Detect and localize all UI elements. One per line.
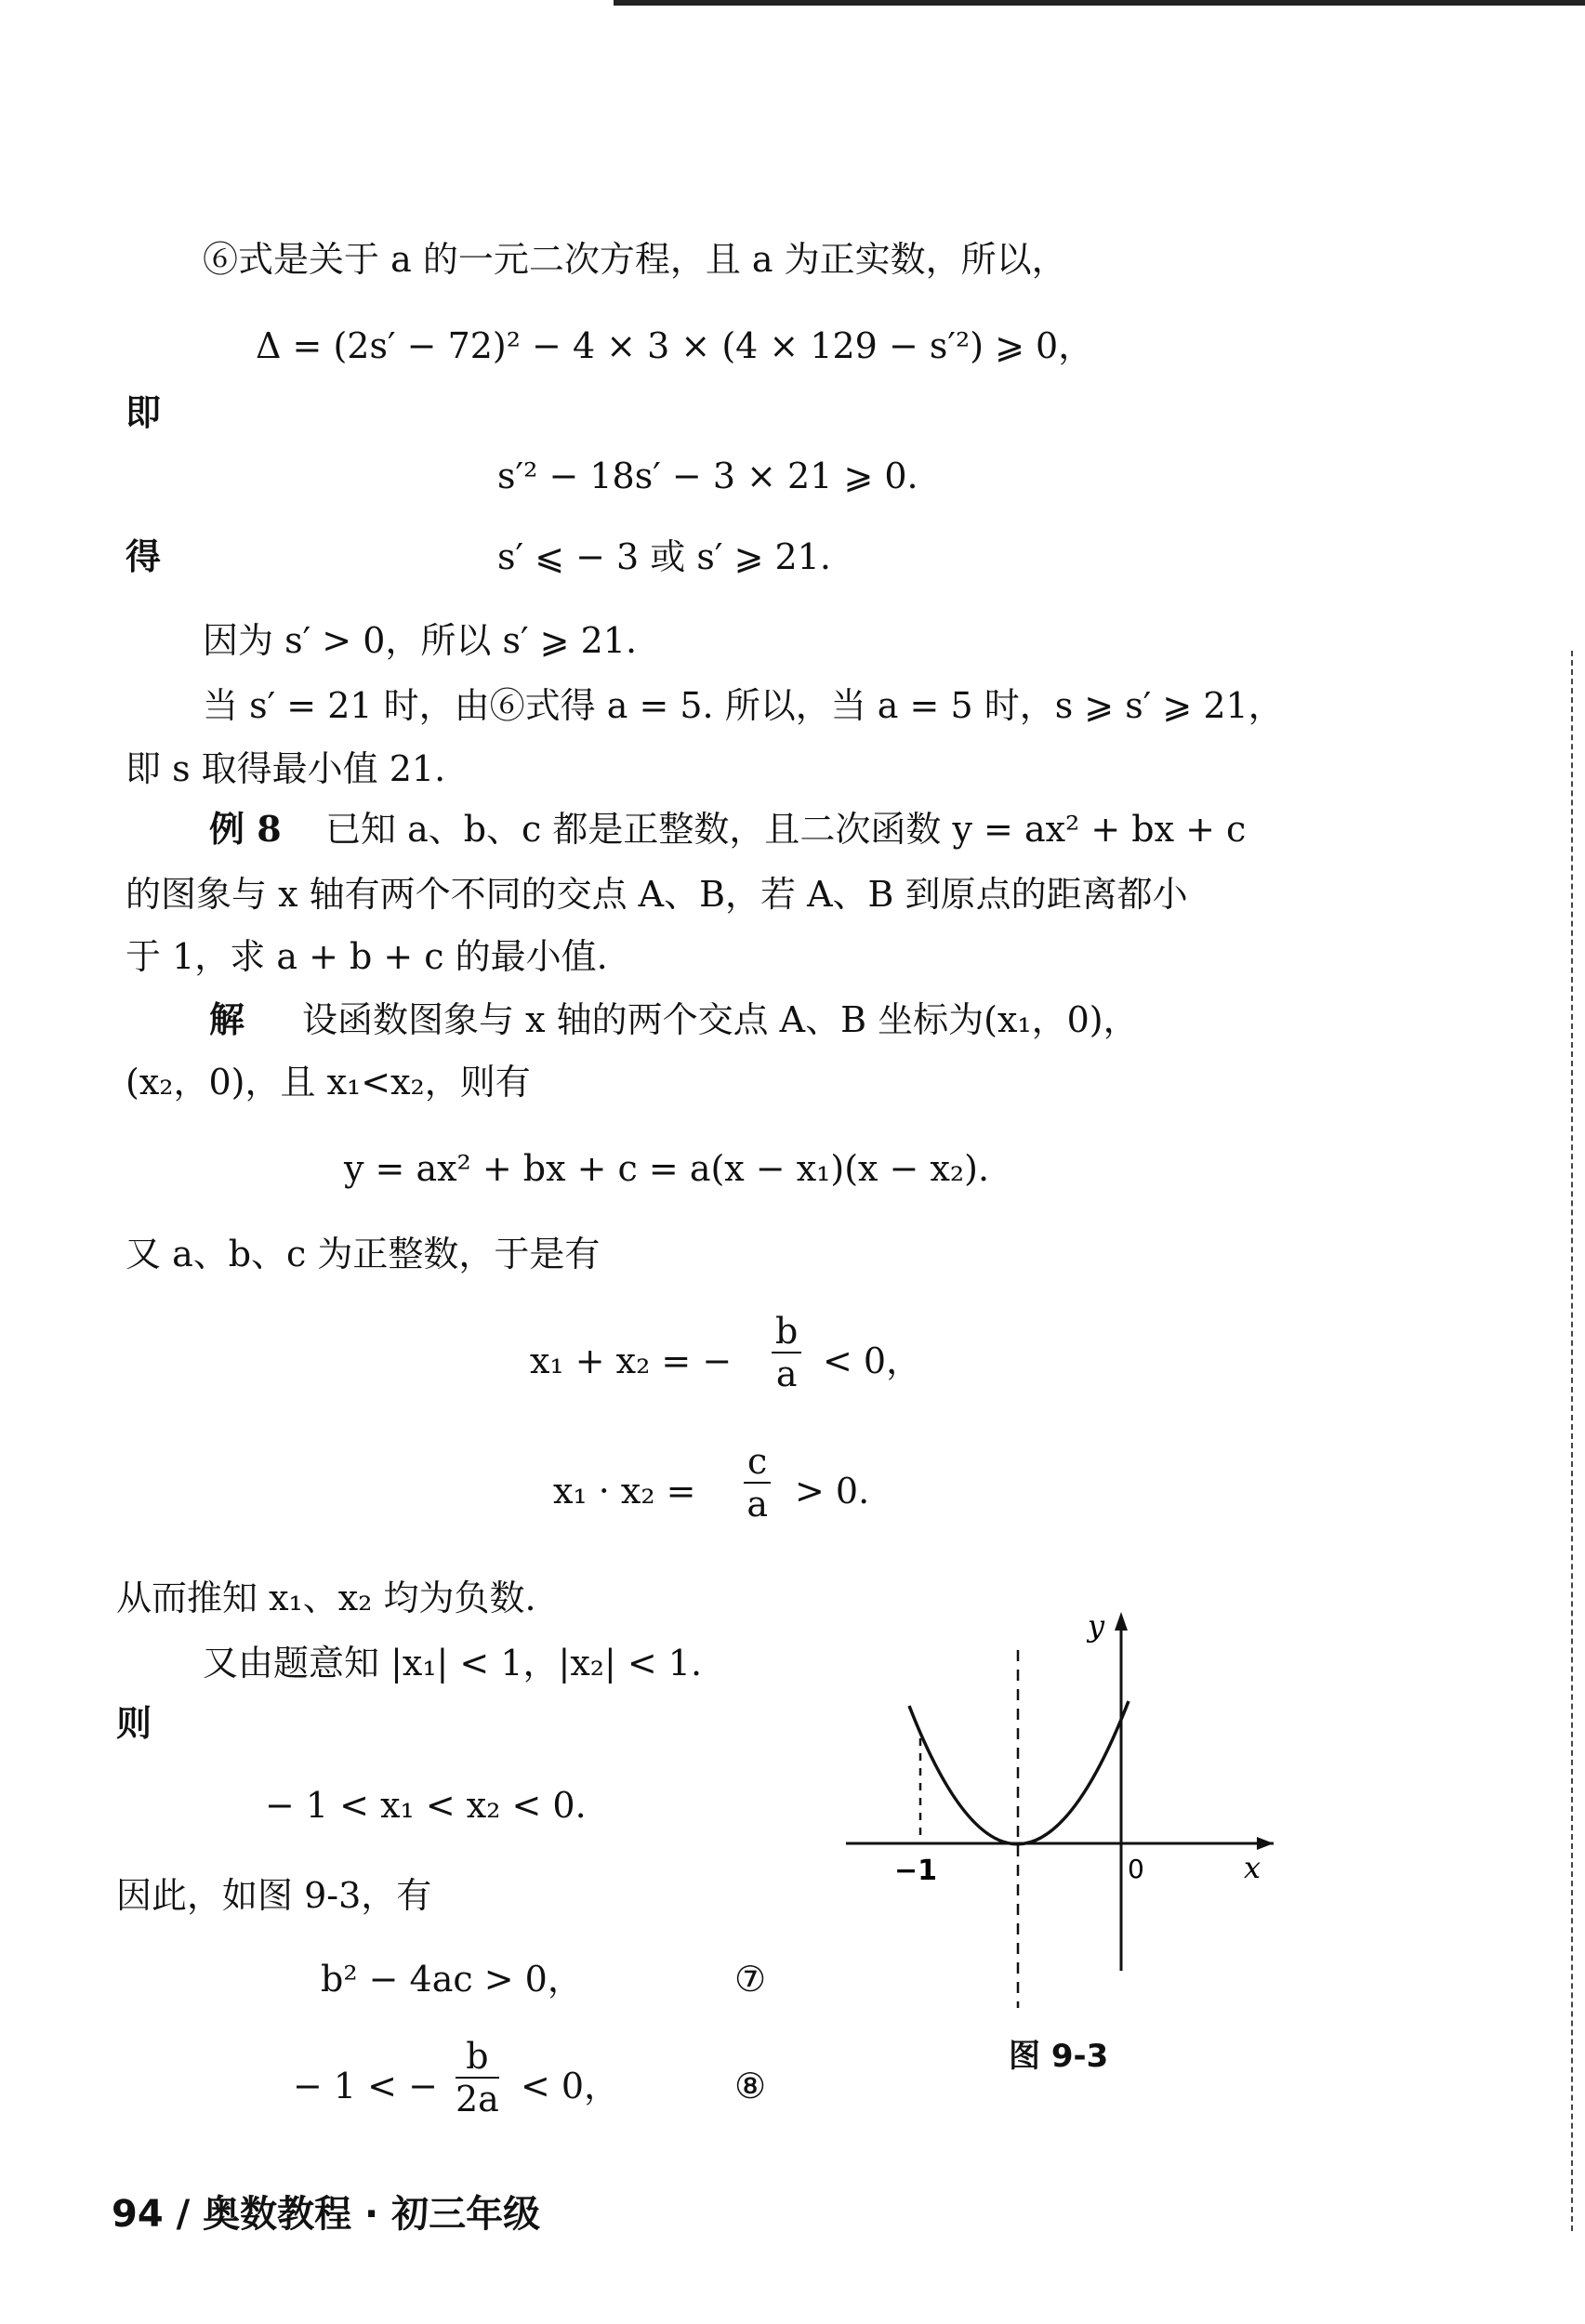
solution-label: 解 — [209, 998, 245, 1040]
equation-discriminant: Δ = (2s′ − 72)² − 4 × 3 × (4 × 129 − s′²) ⩾ 0， — [256, 325, 1094, 366]
text-line: 即 — [125, 391, 162, 433]
fraction-numerator: c — [744, 1441, 771, 1484]
x-axis-label: x — [1244, 1850, 1261, 1885]
equation-8-right: < 0， — [521, 2066, 620, 2106]
text-line: 的图象与 x 轴有两个不同的交点 A、B，若 A、B 到原点的距离都小 — [125, 874, 1188, 915]
text-line: ⑥式是关于 a 的一元二次方程，且 a 为正实数，所以， — [203, 239, 1067, 280]
equation-tag: ⑦ — [734, 1959, 767, 2000]
text-line: 设函数图象与 x 轴的两个交点 A、B 坐标为(x₁，0)， — [302, 999, 1139, 1040]
equation-product-left: x₁ · x₂ = — [553, 1471, 696, 1512]
text-line: 又由题意知 |x₁| < 1，|x₂| < 1. — [203, 1643, 703, 1684]
equation-tag: ⑧ — [734, 2066, 767, 2106]
equation-8-left: − 1 < − — [293, 2066, 438, 2106]
text-line: 当 s′ = 21 时，由⑥式得 a = 5. 所以，当 a = 5 时，s ⩾ s′ ⩾ 21， — [203, 685, 1284, 726]
text-line: 于 1，求 a + b + c 的最小值. — [125, 936, 608, 977]
right-scan-edge — [1571, 651, 1575, 2231]
fraction — [772, 1311, 801, 1394]
fraction-numerator: b — [456, 2036, 499, 2079]
equation-sum-right: < 0， — [823, 1340, 922, 1381]
equation: s′ ⩽ − 3 或 s′ ⩾ 21. — [497, 536, 831, 577]
page-footer: 94 / 奥数教程 · 初三年级 — [112, 2193, 541, 2236]
fraction — [456, 2036, 499, 2119]
figure-9-3 — [837, 1599, 1320, 2082]
example-label: 例 8 — [209, 808, 282, 850]
text-line: 则 — [116, 1702, 152, 1744]
text-line: 因此，如图 9-3，有 — [116, 1875, 432, 1916]
tick-label-minus-one: −1 — [894, 1855, 938, 1887]
fraction-denominator: 2a — [456, 2079, 499, 2119]
fraction-denominator: a — [775, 1353, 798, 1394]
text-line: 又 a、b、c 为正整数，于是有 — [125, 1234, 601, 1274]
equation-7: b² − 4ac > 0， — [321, 1959, 583, 2000]
origin-label: 0 — [1128, 1854, 1144, 1884]
equation-sum-left: x₁ + x₂ = − — [530, 1340, 733, 1381]
x-axis-arrow — [1257, 1837, 1274, 1850]
text-line: (x₂，0)，且 x₁<x₂，则有 — [125, 1062, 531, 1103]
equation: − 1 < x₁ < x₂ < 0. — [265, 1785, 587, 1826]
top-scan-edge — [614, 0, 1585, 6]
y-axis-arrow — [1115, 1612, 1128, 1631]
equation: s′² − 18s′ − 3 × 21 ⩾ 0. — [497, 456, 918, 496]
text-line: 即 s 取得最小值 21. — [125, 748, 446, 789]
text-line: 从而推知 x₁、x₂ 均为负数. — [116, 1578, 536, 1618]
y-axis-label: y — [1088, 1608, 1105, 1644]
equation-product-right: > 0. — [795, 1471, 870, 1512]
equation: y = ax² + bx + c = a(x − x₁)(x − x₂). — [344, 1148, 990, 1189]
fraction-numerator: b — [772, 1311, 801, 1353]
figure-caption: 图 9-3 — [1009, 2038, 1109, 2075]
fraction-denominator: a — [746, 1484, 768, 1525]
fraction — [744, 1441, 771, 1525]
text-line: 得 — [125, 535, 162, 577]
text-line: 因为 s′ > 0，所以 s′ ⩾ 21. — [203, 620, 638, 661]
text-line: 已知 a、b、c 都是正整数，且二次函数 y = ax² + bx + c — [325, 809, 1247, 850]
